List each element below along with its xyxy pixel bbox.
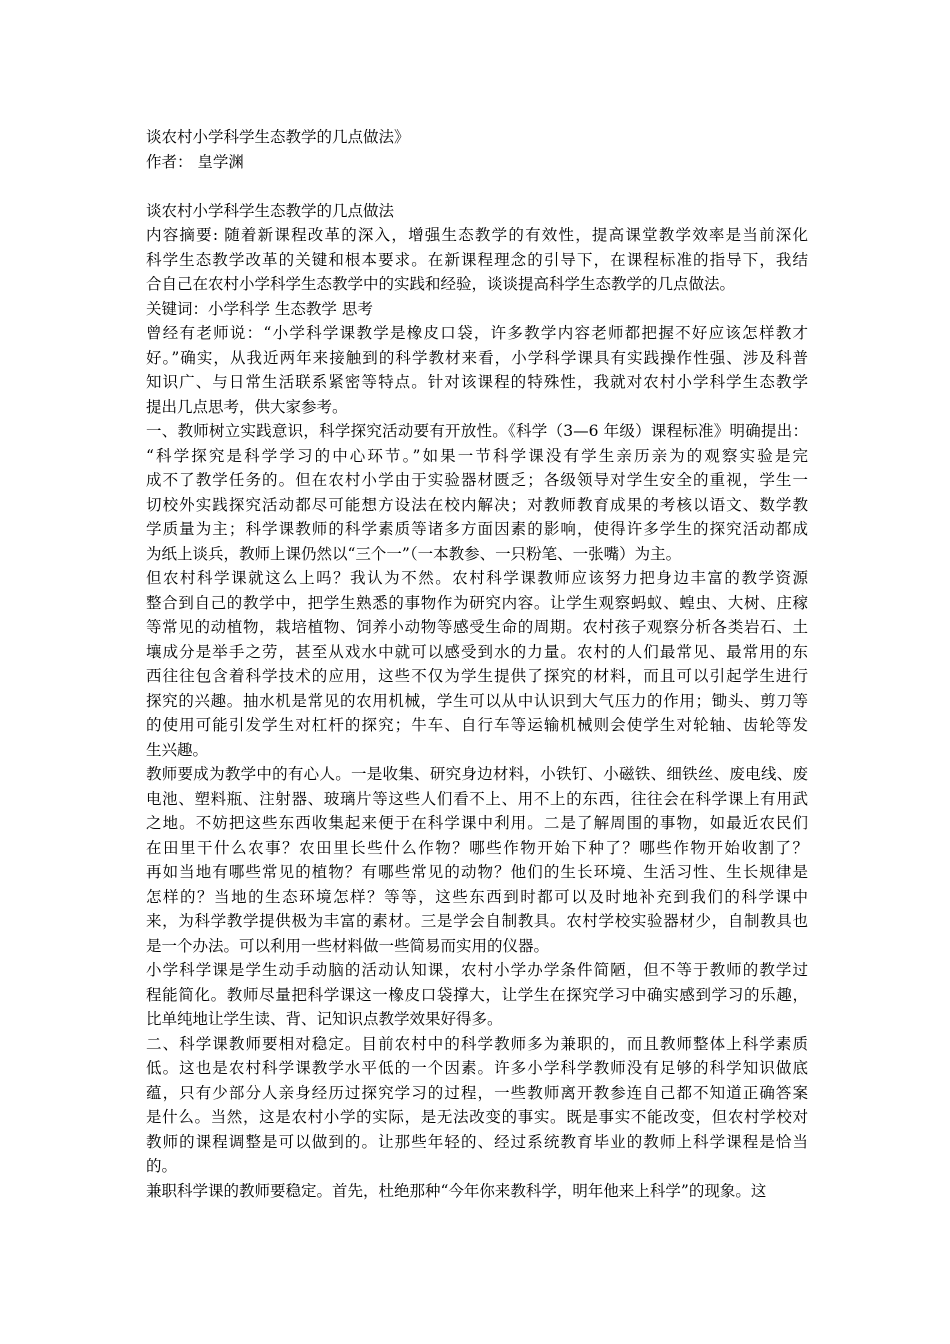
paragraph-line: 电池、塑料瓶、注射器、玻璃片等这些人们看不上、用不上的东西，往往会在科学课上有用武 <box>146 789 808 808</box>
paragraph-line: 是什么。当然，这是农村小学的实际，是无法改变的事实。既是事实不能改变，但农村学校对 <box>146 1108 808 1126</box>
paragraph <box>146 419 808 566</box>
paragraph-line: 教师的课程调整是可以做到的。让那些年轻的、经过系统教育毕业的教师上科学课程是恰当 <box>146 1132 808 1151</box>
paragraph <box>146 297 808 322</box>
author-line: 作者： 皇学渊 <box>146 152 244 171</box>
paragraph-line: 合自己在农村小学科学生态教学中的实践和经验，谈谈提高科学生态教学的几点做法。 <box>146 275 736 293</box>
paragraph-line: 知识广、与日常生活联系紧密等特点。针对该课程的特殊性，我就对农村小学科学生态教学 <box>146 373 808 391</box>
paragraph-line: 好。”确实，从我近两年来接触到的科学教材来看，小学科学课具有实践操作性强、涉及科普 <box>146 348 808 367</box>
paragraph-line: 怎样的？当地的生态环境怎样？等等，这些东西到时都可以及时地补充到我们的科学课中 <box>146 887 808 906</box>
paragraph-line: 二、科学课教师要相对稳定。目前农村中的科学教师多为兼职的，而且教师整体上科学素质 <box>146 1034 808 1053</box>
paragraph-line: 之地。不妨把这些东西收集起来便于在科学课中利用。二是了解周围的事物，如最近农民们 <box>146 814 808 832</box>
paragraph-line: 是一个办法。可以利用一些材料做一些简易而实用的仪器。 <box>146 936 550 955</box>
paragraph-line: “科学探究是科学学习的中心环节。”如果一节科学课没有学生亲历亲为的观察实验是完 <box>146 446 808 465</box>
paragraph-line: 整合到自己的教学中，把学生熟悉的事物作为研究内容。让学生观察蚂蚁、蝗虫、大树、庄稼 <box>146 593 808 612</box>
paragraph-line: 在田里干什么农事？农田里长些什么作物？哪些作物开始下种了？哪些作物开始收割了？ <box>146 838 808 857</box>
paragraph-line: 兼职科学课的教师要稳定。首先，杜绝那种“今年你来教科学，明年他来上科学”的现象。这 <box>146 1181 767 1200</box>
paragraph <box>146 762 808 958</box>
paragraph-line: 西往往包含着科学技术的应用，这些不仅为学生提供了探究的材料，而且可以引起学生进行 <box>146 667 808 685</box>
paragraph <box>146 958 808 1032</box>
paragraph-line: 小学科学课是学生动手动脑的活动认知课，农村小学办学条件简陋，但不等于教师的教学过 <box>146 961 808 979</box>
paragraph-line: 壤成分是举手之劳，甚至从戏水中就可以感受到水的力量。农村的人们最常见、最常用的东 <box>146 642 808 661</box>
paragraph-line: 来，为科学教学提供极为丰富的素材。三是学会自制教具。农村学校实验器材少，自制教具也 <box>146 912 808 930</box>
paragraph-line: 等常见的动植物，栽培植物、饲养小动物等感受生命的周期。农村孩子观察分析各类岩石、土 <box>146 618 808 636</box>
blank-line <box>146 174 808 199</box>
paragraph-line: 一、教师树立实践意识，科学探究活动要有开放性。《科学（3—6 年级）课程标准》明确提出： <box>146 422 808 440</box>
paragraph-line: 蕴，只有少部分人亲身经历过探究学习的过程，一些教师离开教参连自己都不知道正确答案 <box>146 1083 808 1102</box>
paragraph-line: 再如当地有哪些常见的植物？有哪些常见的动物？他们的生长环境、生活习性、生长规律是 <box>146 863 808 881</box>
paragraph-line: 程能简化。教师尽量把科学课这一橡皮口袋撑大，让学生在探究学习中确实感到学习的乐趣， <box>146 985 808 1004</box>
paragraph <box>146 321 808 419</box>
paragraph-line: 的。 <box>146 1157 178 1175</box>
paragraph-line: 为纸上谈兵，教师上课仍然以“三个一”（一本教参、一只粉笔、一张嘴）为主。 <box>146 544 682 563</box>
paragraph-line: 但农村科学课就这么上吗？我认为不然。农村科学课教师应该努力把身边丰富的教学资源 <box>146 569 808 587</box>
paragraph-line: 曾经有老师说：“小学科学课教学是橡皮口袋，许多教学内容老师都把握不好应该怎样教才 <box>146 324 808 342</box>
paragraph-line: 内容摘要: 随着新课程改革的深入，增强生态教学的有效性，提高课堂教学效率是当前深化 <box>146 226 808 244</box>
paragraph-line: 关键词：小学科学 生态教学 思考 <box>146 299 373 318</box>
paragraph-line: 低。这也是农村科学课教学水平低的一个因素。许多小学科学教师没有足够的科学知识做底 <box>146 1059 808 1077</box>
paragraph <box>146 1032 808 1179</box>
paragraph-line: 科学生态教学改革的关键和根本要求。在新课程理念的引导下，在课程标准的指导下，我结 <box>146 250 808 269</box>
paragraph <box>146 566 808 762</box>
article-title: 谈农村小学科学生态教学的几点做法 <box>146 201 395 220</box>
paragraph-line: 提出几点思考，供大家参考。 <box>146 397 348 416</box>
paragraph <box>146 223 808 297</box>
paragraph-line: 学质量为主；科学课教师的科学素质等诸多方面因素的影响，使得许多学生的探究活动都成 <box>146 520 808 538</box>
article-body <box>146 223 808 1203</box>
paragraph <box>146 1179 808 1204</box>
paragraph-line: 比单纯地让学生读、背、记知识点教学效果好得多。 <box>146 1010 503 1028</box>
paragraph-line: 成不了教学任务的。但在农村小学由于实验器材匮乏；各级领导对学生安全的重视，学生一 <box>146 471 808 489</box>
paragraph-line: 切校外实践探究活动都尽可能想方设法在校内解决；对教师教育成果的考核以语文、数学教 <box>146 495 808 514</box>
paragraph-line: 生兴趣。 <box>146 740 209 759</box>
document-page <box>146 125 808 1203</box>
paragraph-line: 探究的兴趣。抽水机是常见的农用机械，学生可以从中认识到大气压力的作用；锄头、剪刀等 <box>146 691 808 710</box>
header-title: 谈农村小学科学生态教学的几点做法》 <box>146 128 410 146</box>
paragraph-line: 的使用可能引发学生对杠杆的探究；牛车、自行车等运输机械则会使学生对轮轴、齿轮等发 <box>146 716 808 734</box>
paragraph-line: 教师要成为教学中的有心人。一是收集、研究身边材料，小铁钉、小磁铁、细铁丝、废电线、废 <box>146 765 808 783</box>
